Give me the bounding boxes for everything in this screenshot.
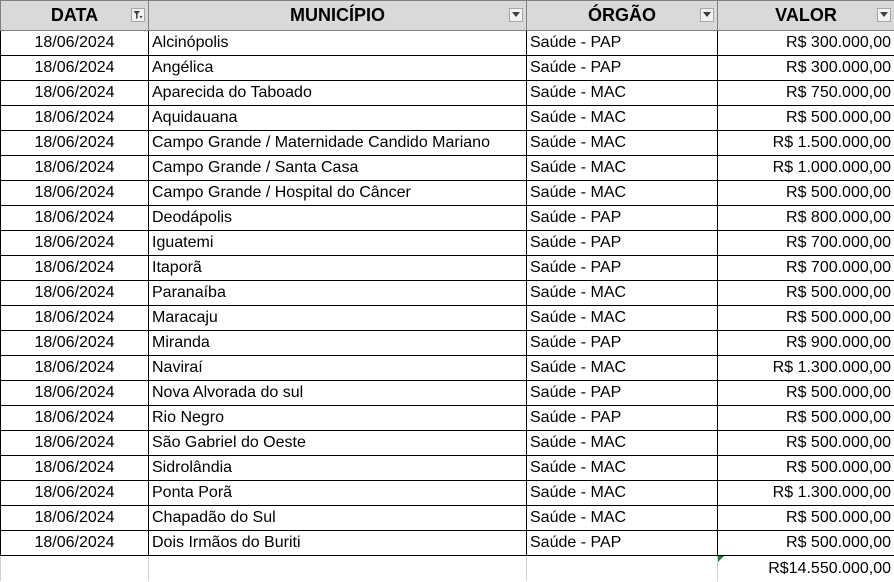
valor-cell[interactable]: R$ 500.000,00 xyxy=(718,431,894,456)
date-cell[interactable]: 18/06/2024 xyxy=(1,181,149,206)
valor-cell[interactable]: R$ 900.000,00 xyxy=(718,331,894,356)
valor-cell[interactable]: R$ 700.000,00 xyxy=(718,256,894,281)
municipio-cell[interactable]: Ponta Porã xyxy=(149,481,527,506)
orgao-cell[interactable]: Saúde - MAC xyxy=(527,181,718,206)
date-cell[interactable]: 18/06/2024 xyxy=(1,56,149,81)
column-header-label: DATA xyxy=(50,5,99,25)
valor-cell[interactable]: R$ 500.000,00 xyxy=(718,306,894,331)
municipio-cell[interactable]: Aparecida do Taboado xyxy=(149,81,527,106)
orgao-cell[interactable]: Saúde - MAC xyxy=(527,356,718,381)
municipio-cell[interactable]: Iguatemi xyxy=(149,231,527,256)
municipio-cell[interactable]: Campo Grande / Santa Casa xyxy=(149,156,527,181)
dropdown-arrow-icon[interactable] xyxy=(509,8,523,22)
municipio-cell[interactable]: Angélica xyxy=(149,56,527,81)
total-row xyxy=(1,556,894,582)
date-cell[interactable]: 18/06/2024 xyxy=(1,406,149,431)
date-cell[interactable]: 18/06/2024 xyxy=(1,356,149,381)
table-row xyxy=(1,156,894,181)
date-cell[interactable]: 18/06/2024 xyxy=(1,206,149,231)
date-cell[interactable]: 18/06/2024 xyxy=(1,231,149,256)
valor-cell[interactable]: R$ 500.000,00 xyxy=(718,506,894,531)
date-cell[interactable]: 18/06/2024 xyxy=(1,81,149,106)
orgao-cell[interactable]: Saúde - MAC xyxy=(527,81,718,106)
municipio-cell[interactable]: Campo Grande / Hospital do Câncer xyxy=(149,181,527,206)
table-row xyxy=(1,456,894,481)
valor-cell[interactable]: R$ 700.000,00 xyxy=(718,231,894,256)
date-cell[interactable]: 18/06/2024 xyxy=(1,481,149,506)
municipio-cell[interactable]: Aquidauana xyxy=(149,106,527,131)
table-row xyxy=(1,406,894,431)
total-value: R$14.550.000,00 xyxy=(768,559,891,577)
filter-active-icon[interactable] xyxy=(131,8,145,22)
orgao-cell[interactable]: Saúde - PAP xyxy=(527,206,718,231)
date-cell[interactable]: 18/06/2024 xyxy=(1,431,149,456)
error-indicator-icon xyxy=(718,556,724,562)
municipio-cell[interactable]: São Gabriel do Oeste xyxy=(149,431,527,456)
valor-cell[interactable]: R$ 500.000,00 xyxy=(718,406,894,431)
empty-cell[interactable] xyxy=(527,556,718,582)
orgao-cell[interactable]: Saúde - MAC xyxy=(527,281,718,306)
municipio-cell[interactable]: Sidrolândia xyxy=(149,456,527,481)
table-row xyxy=(1,306,894,331)
column-header-municipio[interactable] xyxy=(149,1,527,31)
table-row xyxy=(1,506,894,531)
date-cell[interactable]: 18/06/2024 xyxy=(1,156,149,181)
orgao-cell[interactable]: Saúde - MAC xyxy=(527,131,718,156)
valor-cell[interactable]: R$ 1.300.000,00 xyxy=(718,356,894,381)
orgao-cell[interactable]: Saúde - MAC xyxy=(527,456,718,481)
date-cell[interactable]: 18/06/2024 xyxy=(1,281,149,306)
orgao-cell[interactable]: Saúde - MAC xyxy=(527,481,718,506)
orgao-cell[interactable]: Saúde - PAP xyxy=(527,531,718,556)
column-header-orgao[interactable] xyxy=(527,1,718,31)
valor-cell[interactable]: R$ 1.500.000,00 xyxy=(718,131,894,156)
valor-cell[interactable]: R$ 800.000,00 xyxy=(718,206,894,231)
date-cell[interactable]: 18/06/2024 xyxy=(1,531,149,556)
orgao-cell[interactable]: Saúde - MAC xyxy=(527,506,718,531)
column-header-label: MUNICÍPIO xyxy=(289,5,385,25)
date-cell[interactable]: 18/06/2024 xyxy=(1,131,149,156)
date-cell[interactable]: 18/06/2024 xyxy=(1,456,149,481)
table-row xyxy=(1,356,894,381)
table-row xyxy=(1,256,894,281)
date-cell[interactable]: 18/06/2024 xyxy=(1,256,149,281)
municipio-cell[interactable]: Rio Negro xyxy=(149,406,527,431)
valor-cell[interactable]: R$ 1.300.000,00 xyxy=(718,481,894,506)
orgao-cell[interactable]: Saúde - PAP xyxy=(527,331,718,356)
valor-cell[interactable]: R$ 500.000,00 xyxy=(718,106,894,131)
table-row xyxy=(1,31,894,56)
table-body xyxy=(1,31,894,556)
valor-cell[interactable]: R$ 750.000,00 xyxy=(718,81,894,106)
municipio-cell[interactable]: Campo Grande / Maternidade Candido Mariano xyxy=(149,131,527,156)
date-cell[interactable]: 18/06/2024 xyxy=(1,331,149,356)
municipio-cell[interactable]: Miranda xyxy=(149,331,527,356)
date-cell[interactable]: 18/06/2024 xyxy=(1,306,149,331)
valor-cell[interactable]: R$ 500.000,00 xyxy=(718,456,894,481)
table-row xyxy=(1,431,894,456)
valor-cell[interactable]: R$ 300.000,00 xyxy=(718,56,894,81)
municipio-cell[interactable]: Nova Alvorada do sul xyxy=(149,381,527,406)
dropdown-arrow-icon[interactable] xyxy=(877,8,891,22)
municipio-cell[interactable]: Chapadão do Sul xyxy=(149,506,527,531)
orgao-cell[interactable]: Saúde - MAC xyxy=(527,306,718,331)
table-row xyxy=(1,381,894,406)
municipio-cell[interactable]: Dois Irmãos do Buriti xyxy=(149,531,527,556)
municipio-cell[interactable]: Itaporã xyxy=(149,256,527,281)
table-row xyxy=(1,106,894,131)
empty-cell[interactable] xyxy=(149,556,527,582)
municipio-cell[interactable]: Paranaíba xyxy=(149,281,527,306)
total-value-cell[interactable] xyxy=(718,556,894,582)
municipio-cell[interactable]: Alcinópolis xyxy=(149,31,527,56)
municipio-cell[interactable]: Maracaju xyxy=(149,306,527,331)
valor-cell[interactable]: R$ 500.000,00 xyxy=(718,281,894,306)
table-row xyxy=(1,181,894,206)
valor-cell[interactable]: R$ 300.000,00 xyxy=(718,31,894,56)
table-row xyxy=(1,231,894,256)
column-header-label: ÓRGÃO xyxy=(587,5,656,25)
valor-cell[interactable]: R$ 500.000,00 xyxy=(718,531,894,556)
orgao-cell[interactable]: Saúde - PAP xyxy=(527,231,718,256)
table-row xyxy=(1,131,894,156)
orgao-cell[interactable]: Saúde - PAP xyxy=(527,31,718,56)
table-row xyxy=(1,531,894,556)
orgao-cell[interactable]: Saúde - PAP xyxy=(527,56,718,81)
table-row xyxy=(1,481,894,506)
valor-cell[interactable]: R$ 1.000.000,00 xyxy=(718,156,894,181)
orgao-cell[interactable]: Saúde - PAP xyxy=(527,381,718,406)
date-cell[interactable]: 18/06/2024 xyxy=(1,506,149,531)
date-cell[interactable]: 18/06/2024 xyxy=(1,106,149,131)
table-row xyxy=(1,206,894,231)
header-row xyxy=(1,1,894,31)
column-header-valor[interactable] xyxy=(718,1,894,31)
table-row xyxy=(1,81,894,106)
dropdown-arrow-icon[interactable] xyxy=(700,8,714,22)
date-cell[interactable]: 18/06/2024 xyxy=(1,381,149,406)
table-row xyxy=(1,331,894,356)
valor-cell[interactable]: R$ 500.000,00 xyxy=(718,381,894,406)
orgao-cell[interactable]: Saúde - MAC xyxy=(527,431,718,456)
orgao-cell[interactable]: Saúde - MAC xyxy=(527,106,718,131)
municipio-cell[interactable]: Naviraí xyxy=(149,356,527,381)
orgao-cell[interactable]: Saúde - MAC xyxy=(527,156,718,181)
orgao-cell[interactable]: Saúde - PAP xyxy=(527,406,718,431)
empty-cell[interactable] xyxy=(1,556,149,582)
column-header-label: VALOR xyxy=(775,5,837,25)
column-header-data[interactable] xyxy=(1,1,149,31)
table-row xyxy=(1,281,894,306)
table-row xyxy=(1,56,894,81)
date-cell[interactable]: 18/06/2024 xyxy=(1,31,149,56)
orgao-cell[interactable]: Saúde - PAP xyxy=(527,256,718,281)
municipio-cell[interactable]: Deodápolis xyxy=(149,206,527,231)
valor-cell[interactable]: R$ 500.000,00 xyxy=(718,181,894,206)
